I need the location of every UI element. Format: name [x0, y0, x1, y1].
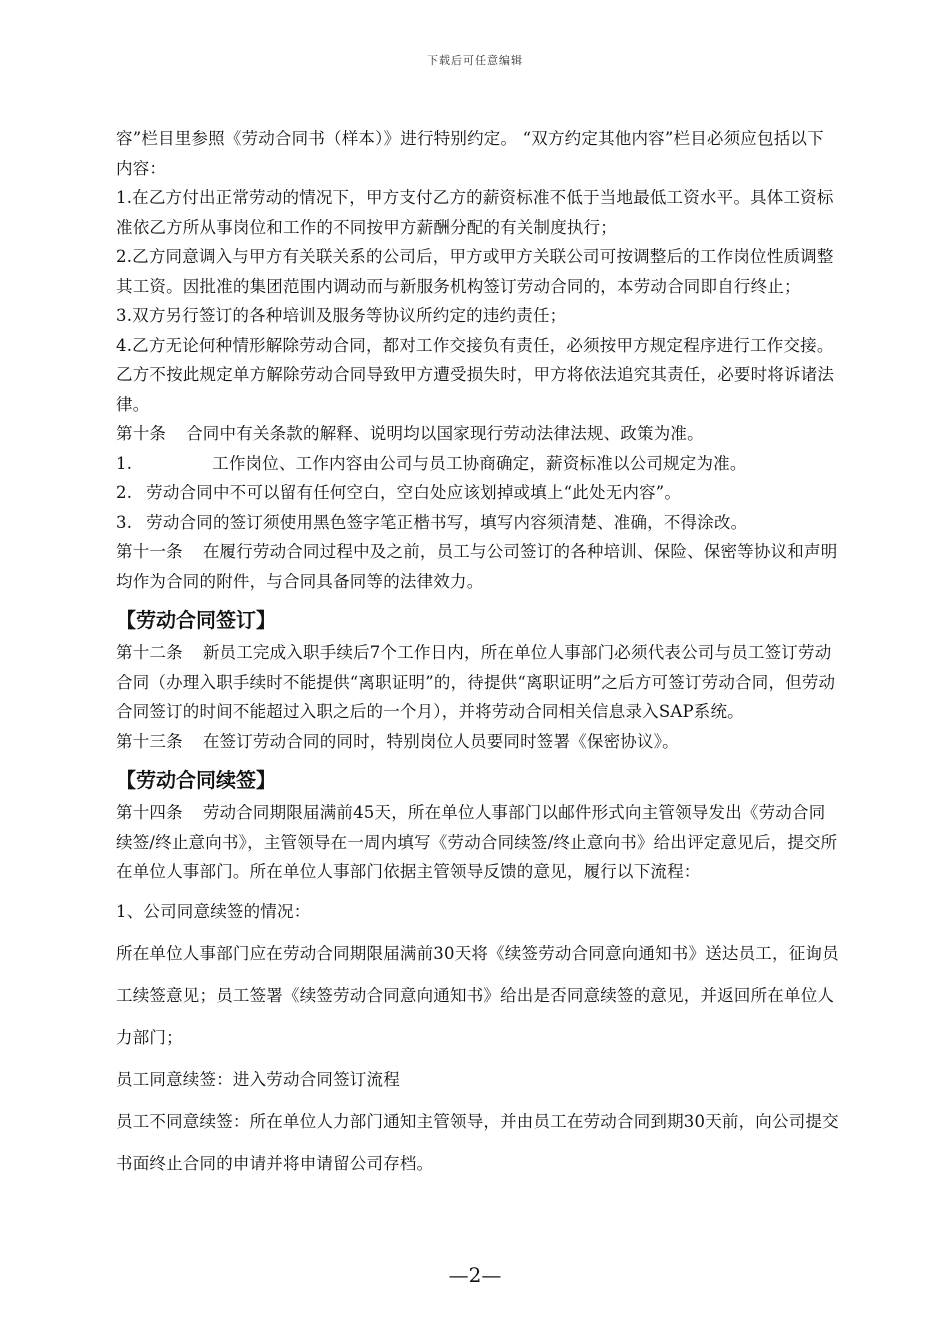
- flow-case-1: 1、公司同意续签的情况：: [116, 901, 311, 921]
- numbered-item-2-num: 2.: [116, 483, 133, 502]
- flow-agree: 员工同意续签：进入劳动合同签订流程: [116, 1069, 400, 1089]
- numbered-item-3-text: 劳动合同的签订须使用黑色签字笔正楷书写，填写内容须清楚、准确，不得涂改。: [146, 512, 748, 532]
- article-14-text: 劳动合同期限届满前45天，所在单位人事部门以邮件形式向主管领导发出《劳动合同续签/终止意向书》，主管领导在一周内填写《劳动合同续签/终止意向书》给出评定意见后，提交所在单位人事部门。所在单位人事部门依据主管领导反馈的意见，履行以下流程：: [116, 803, 838, 881]
- paragraph-item-3: 3.双方另行签订的各种培训及服务等协议所约定的违约责任；: [116, 306, 567, 325]
- flow-case-1-text: 所在单位人事部门应在劳动合同期限届满前30天将《续签劳动合同意向通知书》送达员工，征询员工续签意见；员工签署《续签劳动合同意向通知书》给出是否同意续签的意见，并返回所在单位人力部门；: [116, 943, 839, 1047]
- article-12-label: 第十二条: [116, 643, 183, 662]
- article-13-label: 第十三条: [116, 731, 183, 751]
- numbered-item-1: [116, 449, 840, 479]
- section-heading-renew: 【劳动合同续签】: [116, 768, 276, 792]
- article-12: [116, 638, 840, 727]
- article-10: [116, 419, 840, 449]
- article-11-label: 第十一条: [116, 542, 183, 561]
- paragraph-item-4: 4.乙方无论何种情形解除劳动合同，都对工作交接负有责任，必须按甲方规定程序进行工作交接。乙方不按此规定单方解除劳动合同导致甲方遭受损失时，甲方将依法追究其责任，必要时将诉诸法律。: [116, 335, 835, 414]
- numbered-item-2-text: 劳动合同中不可以留有任何空白，空白处应该划掉或填上“此处无内容”。: [146, 483, 682, 502]
- article-11: [116, 537, 840, 596]
- article-10-text: 合同中有关条款的解释、说明均以国家现行劳动法律法规、政策为准。: [186, 424, 704, 443]
- article-14-label: 第十四条: [116, 803, 183, 822]
- page-number: —2—: [448, 1263, 502, 1287]
- article-14: [116, 798, 840, 887]
- document-body: [116, 124, 840, 1185]
- numbered-item-3-num: 3.: [116, 512, 133, 532]
- paragraph-item-2: 2.乙方同意调入与甲方有关联关系的公司后，甲方或甲方关联公司可按调整后的工作岗位性质调整其工资。因批准的集团范围内调动而与新服务机构签订劳动合同的，本劳动合同即自行终止；: [116, 247, 834, 296]
- numbered-item-2: [116, 478, 840, 508]
- article-13: [116, 727, 840, 757]
- paragraph-item-1: 1.在乙方付出正常劳动的情况下，甲方支付乙方的薪资标准不低于当地最低工资水平。具体工资标准依乙方所从事岗位和工作的不同按甲方薪酬分配的有关制度执行；: [116, 188, 834, 237]
- section-heading-sign: 【劳动合同签订】: [116, 608, 276, 632]
- page-header: 下载后可任意编辑: [427, 54, 523, 67]
- numbered-item-1-text: 工作岗位、工作内容由公司与员工协商确定，薪资标准以公司规定为准。: [212, 453, 747, 473]
- numbered-item-1-num: 1.: [116, 453, 133, 473]
- flow-disagree: 员工不同意续签：所在单位人力部门通知主管领导，并由员工在劳动合同到期30天前，向公司提交书面终止合同的申请并将申请留公司存档。: [116, 1111, 839, 1173]
- article-13-text: 在签订劳动合同的同时，特别岗位人员要同时签署《保密协议》。: [202, 731, 679, 751]
- article-12-text: 新员工完成入职手续后7个工作日内，所在单位人事部门必须代表公司与员工签订劳动合同（办理入职手续时不能提供“离职证明”的，待提供“离职证明”之后方可签订劳动合同，但劳动合同签订的时间不能超过入职之后的一个月），并将劳动合同相关信息录入SAP系统。: [116, 643, 836, 721]
- paragraph-intro: 容”栏目里参照《劳动合同书（样本）》进行特别约定。 “双方约定其他内容”栏目必须应包括以下内容：: [116, 129, 824, 178]
- numbered-item-3: [116, 508, 840, 538]
- article-11-text: 在履行劳动合同过程中及之前，员工与公司签订的各种培训、保险、保密等协议和声明均作为合同的附件，与合同具备同等的法律效力。: [116, 542, 838, 591]
- article-10-label: 第十条: [116, 424, 167, 443]
